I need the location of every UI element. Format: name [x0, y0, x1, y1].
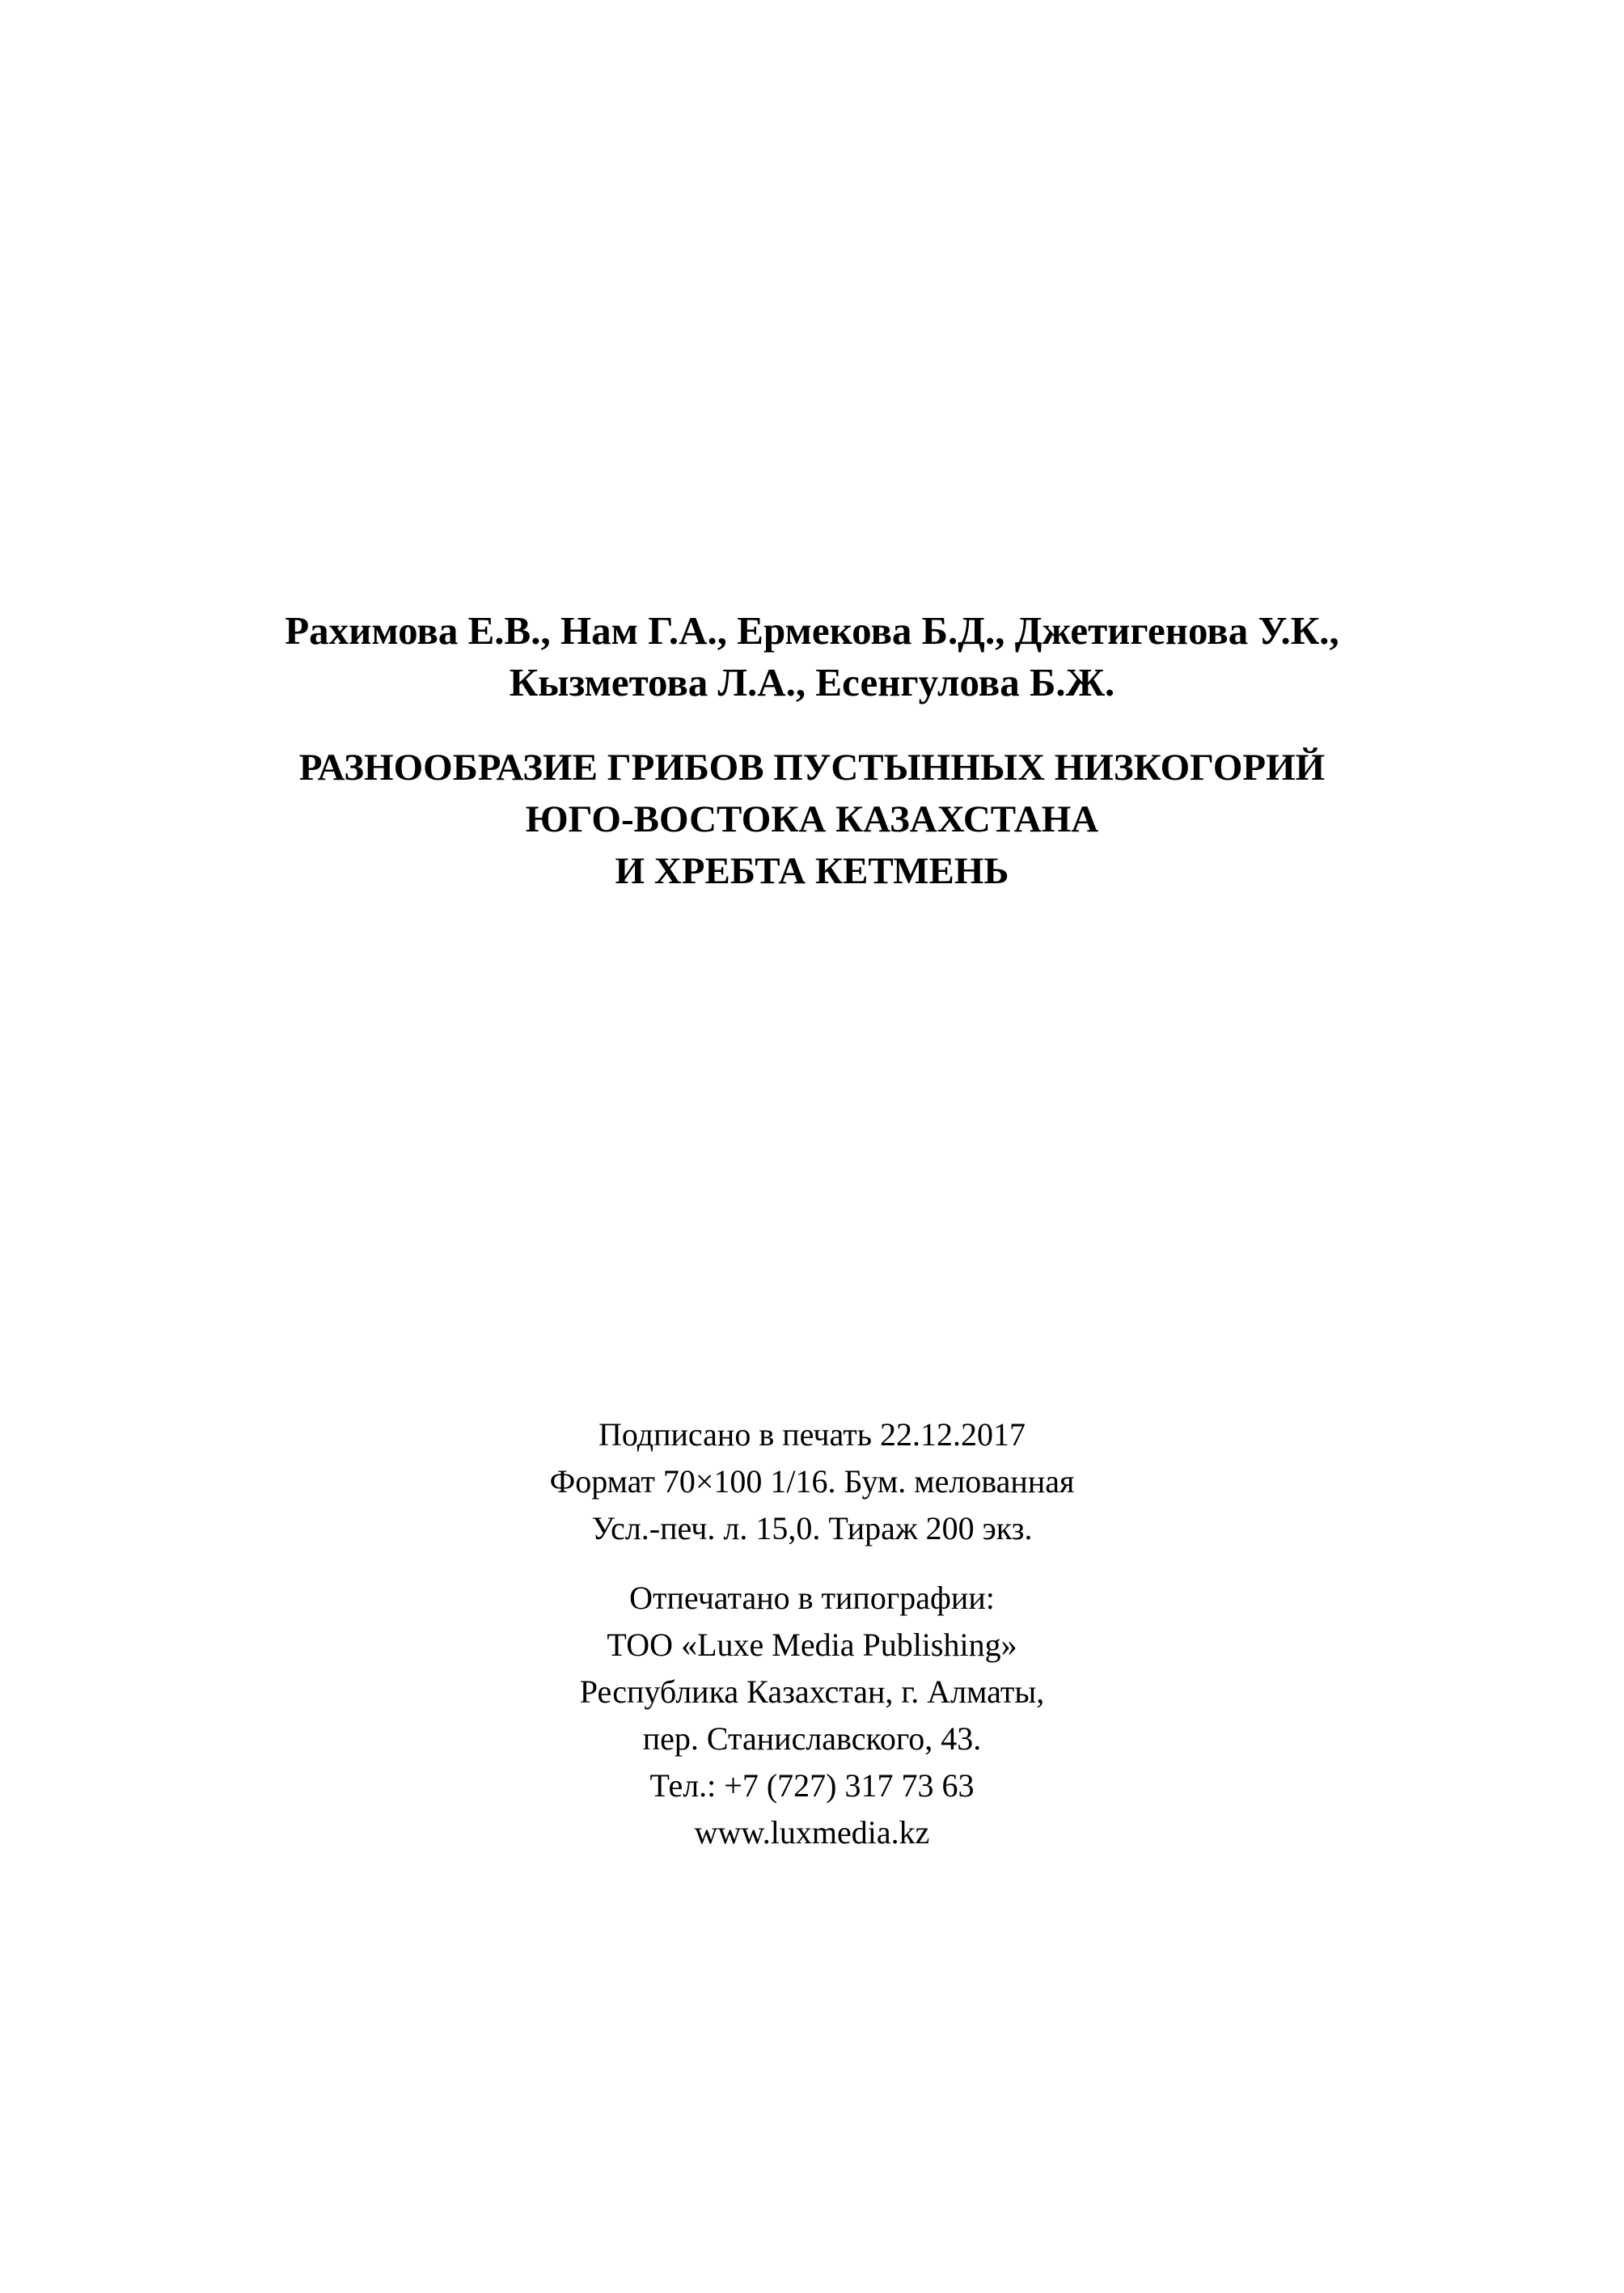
printer-block — [0, 1575, 1624, 1856]
print-volume: Усл.-печ. л. 15,0. Тираж 200 экз. — [591, 1510, 1033, 1546]
imprint-block — [0, 1411, 1624, 1552]
book-title — [0, 742, 1624, 897]
title-line-1: РАЗНООБРАЗИЕ ГРИБОВ ПУСТЫННЫХ НИЗКОГОРИЙ — [298, 747, 1326, 789]
printer-company: ТОО «Luxe Media Publishing» — [607, 1627, 1017, 1663]
printer-phone: Тел.: +7 (727) 317 73 63 — [649, 1767, 975, 1804]
authors-line-2: Кызметова Л.А., Есенгулова Б.Ж. — [509, 660, 1115, 704]
printer-street: пер. Станиславского, 43. — [642, 1720, 982, 1757]
signed-to-print: Подписано в печать 22.12.2017 — [598, 1416, 1026, 1453]
printer-website: www.luxmedia.kz — [694, 1814, 930, 1851]
authors-line-1: Рахимова Е.В., Нам Г.А., Ермекова Б.Д., Джетигенова У.К., — [285, 608, 1339, 653]
printer-city: Республика Казахстан, г. Алматы, — [579, 1673, 1045, 1710]
authors-block — [0, 605, 1624, 709]
title-line-2: ЮГО-ВОСТОКА КАЗАХСТАНА — [525, 798, 1099, 840]
paper-format: Формат 70×100 1/16. Бум. мелованная — [549, 1463, 1075, 1500]
title-line-3: И ХРЕБТА КЕТМЕНЬ — [615, 850, 1009, 892]
printed-at-label: Отпечатано в типографии: — [629, 1580, 995, 1616]
